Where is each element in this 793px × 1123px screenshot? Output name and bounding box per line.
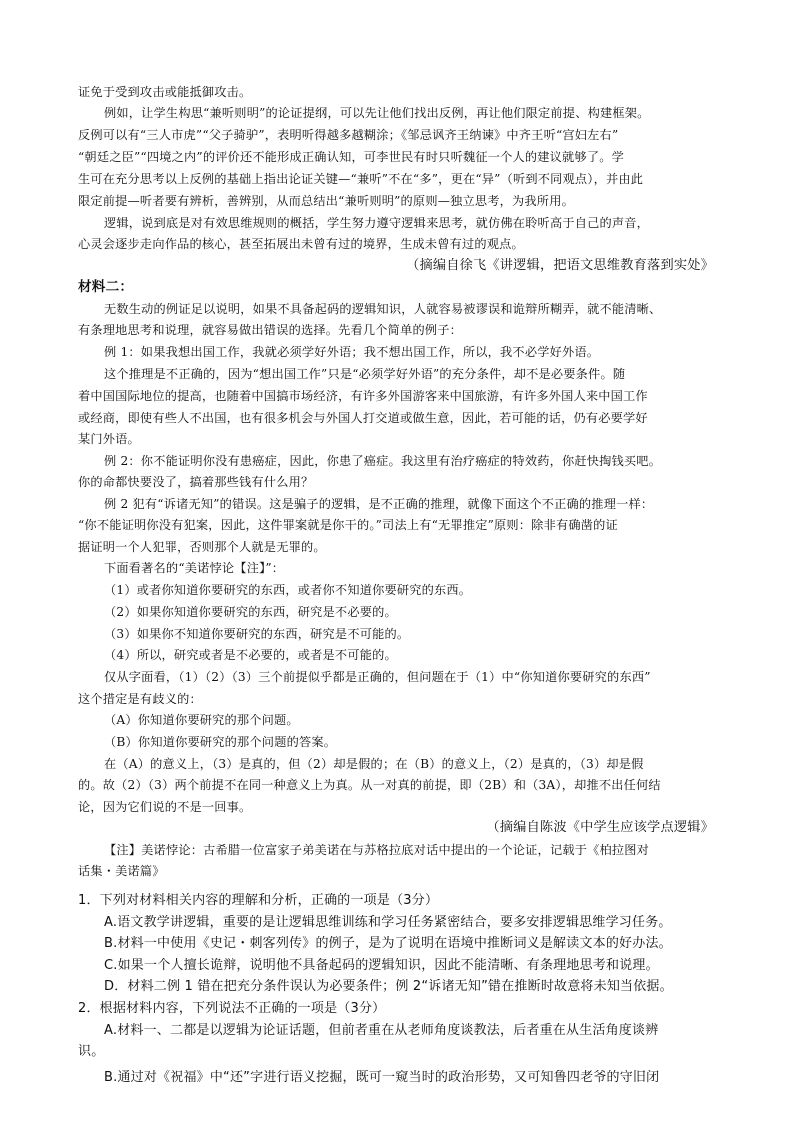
body-text-line: 例 1：如果我想出国工作，我就必须学好外语；我不想出国工作，所以，我不必学好外语。 bbox=[104, 345, 600, 359]
question-line: 识。 bbox=[78, 1044, 105, 1059]
note-line: 【注】美诺悖论：古希腊一位富家子弟美诺在与苏格拉底对话中提出的一个论证，记载于《柏拉图对 bbox=[104, 843, 650, 857]
body-text-line: “朝廷之臣”“四境之内”的评价还不能形成正确认知，可李世民有时只听魏征一个人的建议就够了。学 bbox=[78, 150, 624, 164]
body-text-line: 限定前提—听者要有辨析，善辨别，从而总结出“兼听则明”的原则—独立思考，为我所用。 bbox=[78, 194, 574, 208]
body-text-line: 生可在充分思考以上反例的基础上指出论证关键—“兼听”不在“多”，更在“异”（听到不同观点），并由此 bbox=[78, 172, 644, 186]
source-citation: （摘编自陈波《中学生应该学点逻辑》 bbox=[486, 820, 714, 835]
answer-option: A.材料一、二都是以逻辑为论证话题，但前者重在从老师角度谈教法，后者重在从生活角度谈辨 bbox=[104, 1023, 659, 1038]
body-text-line: 你的命都快要没了，搞着那些钱有什么用？ bbox=[78, 475, 314, 489]
body-text-line: 有条理地思考和说理，就容易做出错误的选择。先看几个简单的例子： bbox=[78, 323, 463, 337]
body-text-line: “你不能证明你没有犯案，因此，这件罪案就是你干的。”司法上有“无罪推定”原则：除非有确凿的证 bbox=[78, 518, 618, 532]
premise-line: （2）如果你知道你要研究的东西，研究是不必要的。 bbox=[104, 605, 397, 619]
premise-line: （3）如果你不知道你要研究的东西，研究是不可能的。 bbox=[104, 627, 410, 641]
body-text-line: 或经商，即使有些人不出国，也有很多机会与外国人打交道或做生意，因此，若可能的话，仍有必要学好 bbox=[78, 411, 648, 425]
body-text-line: 这个措定是有歧义的： bbox=[78, 692, 202, 706]
body-text-line: 的。故（2）（3）两个前提不在同一种意义上为真。从一对真的前提，即（2B）和（3A），却推不出任何结 bbox=[78, 778, 661, 792]
premise-line: （1）或者你知道你要研究的东西，或者你不知道你要研究的东西。 bbox=[104, 583, 472, 597]
answer-option: C.如果一个人擅长诡辩，说明他不具备起码的逻辑知识，因此不能清晰、有条理地思考和说理。 bbox=[104, 958, 659, 973]
body-text-line: 据证明一个人犯罪，否则那个人就是无罪的。 bbox=[78, 540, 326, 554]
body-text-line: 论，因为它们说的不是一回事。 bbox=[78, 800, 252, 814]
body-text-line: 反例可以有“三人市虎”“父子骑驴”，表明听得越多越糊涂；《邹忌讽齐王纳谏》中齐王听“宫妇左右” bbox=[78, 128, 619, 142]
premise-line: （A）你知道你要研究的那个问题。 bbox=[104, 713, 299, 727]
question-line: 2．根据材料内容，下列说法不正确的一项是（3分） bbox=[78, 1001, 386, 1016]
body-text-line: 这个推理是不正确的，因为“想出国工作”只是“必须学好外语”的充分条件，却不是必要条件。随 bbox=[104, 367, 626, 381]
premise-line: （4）所以，研究或者是不必要的，或者是不可能的。 bbox=[104, 648, 397, 662]
body-text-line: 仅从字面看，（1）（2）（3）三个前提似乎都是正确的，但问题在于（1）中“你知道你要研究的东西” bbox=[104, 670, 651, 684]
body-text-line: 在（A）的意义上，（3）是真的，但（2）却是假的；在（B）的意义上，（2）是真的，（3）却是假 bbox=[104, 757, 644, 771]
body-text-line: 着中国国际地位的提高，也随着中国搞市场经济，有许多外国游客来中国旅游，有许多外国人来中国工作 bbox=[78, 389, 648, 403]
body-text-line: 逻辑，说到底是对有效思维规则的概括，学生努力遵守逻辑来思考，就仿佛在聆听高于自己的声音， bbox=[104, 216, 650, 230]
body-text-line: 例如，让学生构思“兼听则明”的论证提纲，可以先让他们找出反例，再让他们限定前提、构建框架。 bbox=[104, 106, 650, 120]
body-text-line: 某门外语。 bbox=[78, 432, 140, 446]
premise-line: （B）你知道你要研究的那个问题的答案。 bbox=[104, 735, 337, 749]
body-text-line: 心灵会逐步走向作品的核心，甚至拓展出未曾有过的境界，生成未曾有过的观点。 bbox=[78, 237, 524, 251]
answer-option: B.通过对《祝福》中“还”字进行语义挖掘，既可一窥当时的政治形势，又可知鲁四老爷的守旧闭 bbox=[104, 1070, 660, 1085]
question-line: 1．下列对材料相关内容的理解和分析，正确的一项是（3分） bbox=[78, 893, 439, 908]
body-text-line: 下面看著名的“美诺悖论【注】”： bbox=[104, 561, 285, 575]
answer-option: D．材料二例 1 错在把充分条件误认为必要条件；例 2“诉诸无知”错在推断时故意将未知当依据。 bbox=[104, 979, 673, 994]
source-citation: （摘编自徐飞《讲逻辑，把语文思维教育落到实处》 bbox=[406, 258, 714, 273]
body-text-line: 例 2：你不能证明你没有患癌症，因此，你患了癌症。我这里有治疗癌症的特效药，你赶快掏钱买吧。 bbox=[104, 454, 662, 468]
body-text-line: 例 2 犯有“诉诸无知”的错误。这是骗子的逻辑，是不正确的推理，就像下面这个不正确的推理一样： bbox=[104, 497, 654, 511]
section-heading: 材料二： bbox=[78, 279, 134, 295]
note-line: 话集・美诺篇》 bbox=[78, 864, 165, 878]
answer-option: B.材料一中使用《史记・刺客列传》的例子，是为了说明在语境中推断词义是解读文本的好办法。 bbox=[104, 936, 672, 951]
answer-option: A.语文教学讲逻辑，重要的是让逻辑思维训练和学习任务紧密结合，要多安排逻辑思维学习任务。 bbox=[104, 915, 672, 930]
body-text-line: 无数生动的例证足以说明，如果不具备起码的逻辑知识，人就容易被谬误和诡辩所糊弄，就不能清晰、 bbox=[104, 302, 662, 316]
body-text-line: 证免于受到攻击或能抵御攻击。 bbox=[78, 85, 252, 99]
